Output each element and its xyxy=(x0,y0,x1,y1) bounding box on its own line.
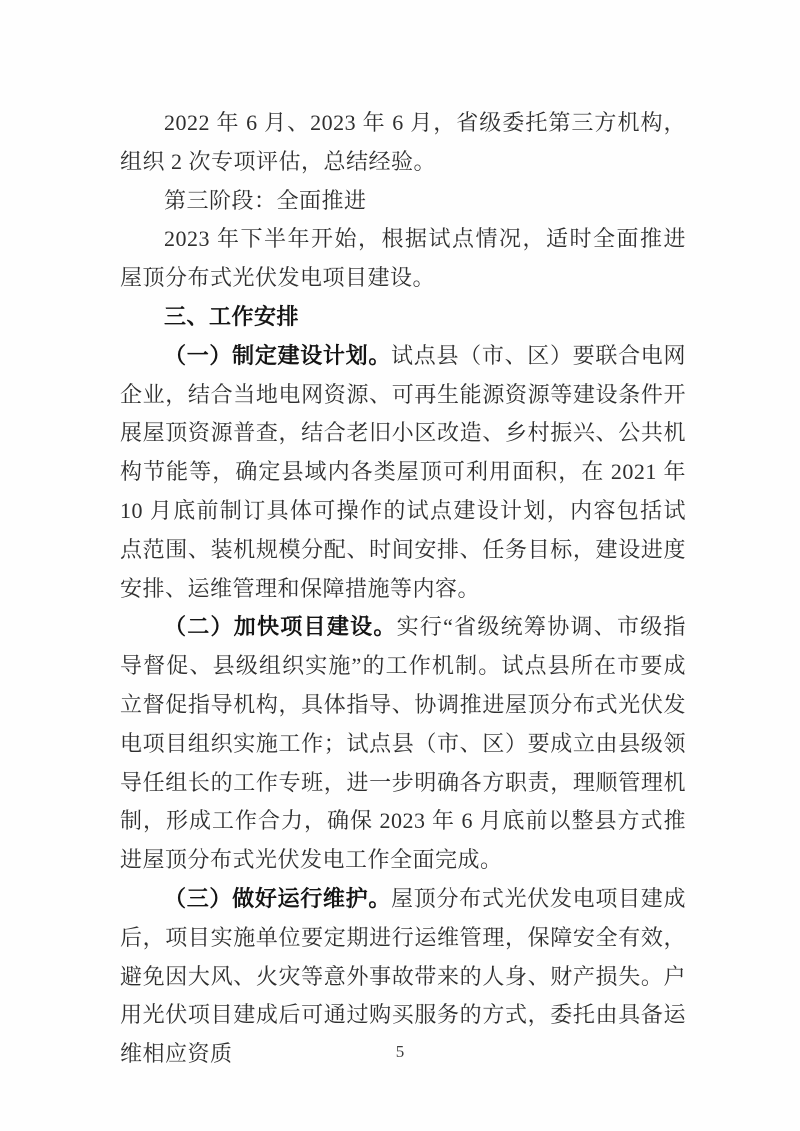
paragraph-text: 试点县（市、区）要联合电网企业，结合当地电网资源、可再生能源资源等建设条件开展屋顶资源普查，结合老旧小区改造、乡村振兴、公共机构节能等，确定县域内各类屋顶可利用面积，在 2021 年 10 月底前制订具体可操作的试点建设计划，内容包括试点范围、装机规模分配、时间安排、任务目标，建设进度安排、运维管理和保障措施等内容。 xyxy=(120,342,686,601)
paragraph-lead-bold: （一）制定建设计划。 xyxy=(164,342,392,368)
paragraph-item-2-speed-up-projects xyxy=(120,608,686,880)
document-body xyxy=(120,104,686,1074)
paragraph-lead-bold: （三）做好运行维护。 xyxy=(164,885,392,911)
paragraph-text: 实行“省级统筹协调、市级指导督促、县级组织实施”的工作机制。试点县所在市要成立督促指导机构，具体指导、协调推进屋顶分布式光伏发电项目组织实施工作；试点县（市、区）要成立由县级领导任组长的工作专班，进一步明确各方职责，理顺管理机制，形成工作合力，确保 2023 年 6 月底前以整县方式推进屋顶分布式光伏发电工作全面完成。 xyxy=(120,614,686,873)
paragraph-text: 2023 年下半年开始，根据试点情况，适时全面推进屋顶分布式光伏发电项目建设。 xyxy=(120,226,686,291)
paragraph-text: 屋顶分布式光伏发电项目建成后，项目实施单位要定期进行运维管理，保障安全有效，避免因大风、火灾等意外事故带来的人身、财产损失。户用光伏项目建成后可通过购买服务的方式，委托由具备运维相应资质 xyxy=(120,885,686,1067)
paragraph-evaluation xyxy=(120,104,686,182)
paragraph-text: 第三阶段：全面推进 xyxy=(164,187,367,213)
paragraph-text: 2022 年 6 月、2023 年 6 月，省级委托第三方机构，组织 2 次专项评估，总结经验。 xyxy=(120,110,686,174)
paragraph-full-rollout xyxy=(120,220,686,298)
page-number: 5 xyxy=(395,1042,405,1061)
paragraph-stage-three xyxy=(120,182,686,221)
section-heading-work-arrangement xyxy=(120,298,686,337)
paragraph-lead-bold: （二）加快项目建设。 xyxy=(164,614,397,640)
section-heading-text: 三、工作安排 xyxy=(164,303,300,329)
paragraph-item-1-construction-plan xyxy=(120,337,686,609)
